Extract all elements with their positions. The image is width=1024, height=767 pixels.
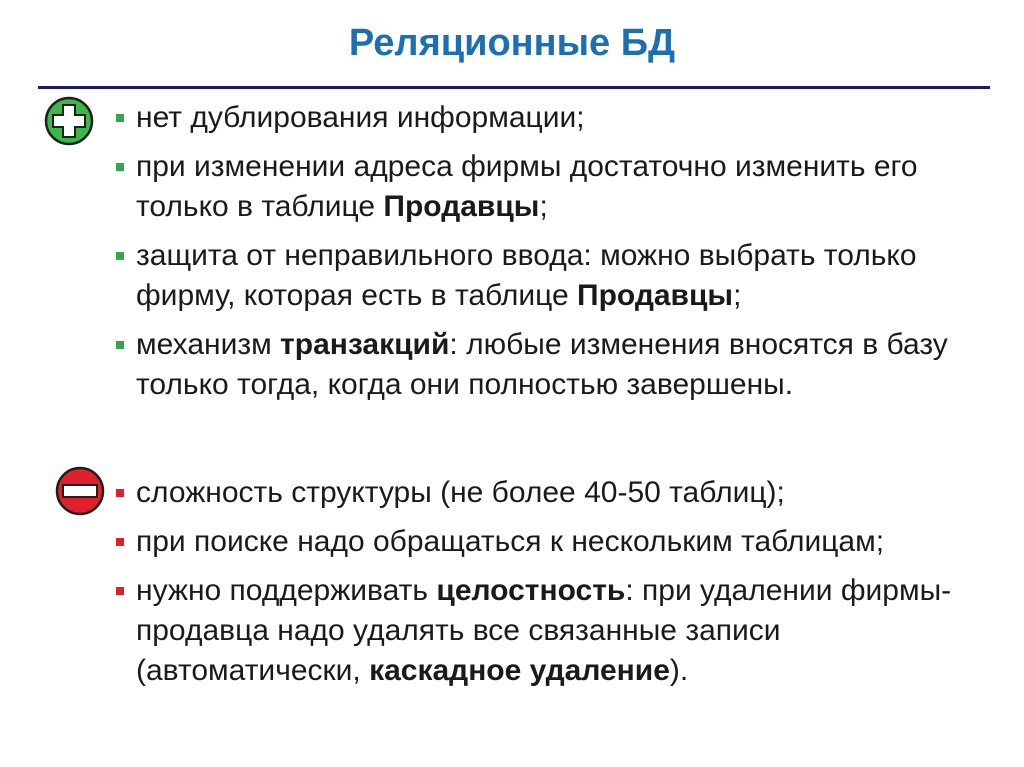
list-item: защита от неправильного ввода: можно выбрать только фирму, которая есть в таблице Продавцы;: [114, 236, 994, 316]
bullet-icon: [116, 114, 124, 122]
bullet-icon: [116, 587, 124, 595]
list-item: нет дублирования информации;: [114, 98, 994, 138]
bullet-icon: [116, 489, 124, 497]
list-item: при поиске надо обращаться к нескольким таблицам;: [114, 522, 994, 562]
bullet-icon: [116, 538, 124, 546]
list-item: сложность структуры (не более 40-50 таблиц);: [114, 473, 994, 513]
bullet-icon: [116, 163, 124, 171]
cons-list: [114, 473, 994, 700]
plus-circle-icon: [44, 96, 94, 146]
minus-circle-icon: [55, 466, 105, 516]
pros-list: [114, 98, 994, 414]
bullet-icon: [116, 341, 124, 349]
list-item: при изменении адреса фирмы достаточно изменить его только в таблице Продавцы;: [114, 147, 994, 227]
title-divider: [38, 86, 990, 89]
bullet-icon: [116, 252, 124, 260]
list-item: нужно поддерживать целостность: при удалении фирмы-продавца надо удалять все связанные записи (автоматически, каскадное удаление).: [114, 571, 994, 691]
slide-title: Реляционные БД: [348, 22, 676, 64]
list-item: механизм транзакций: любые изменения вносятся в базу только тогда, когда они полностью завершены.: [114, 325, 994, 405]
